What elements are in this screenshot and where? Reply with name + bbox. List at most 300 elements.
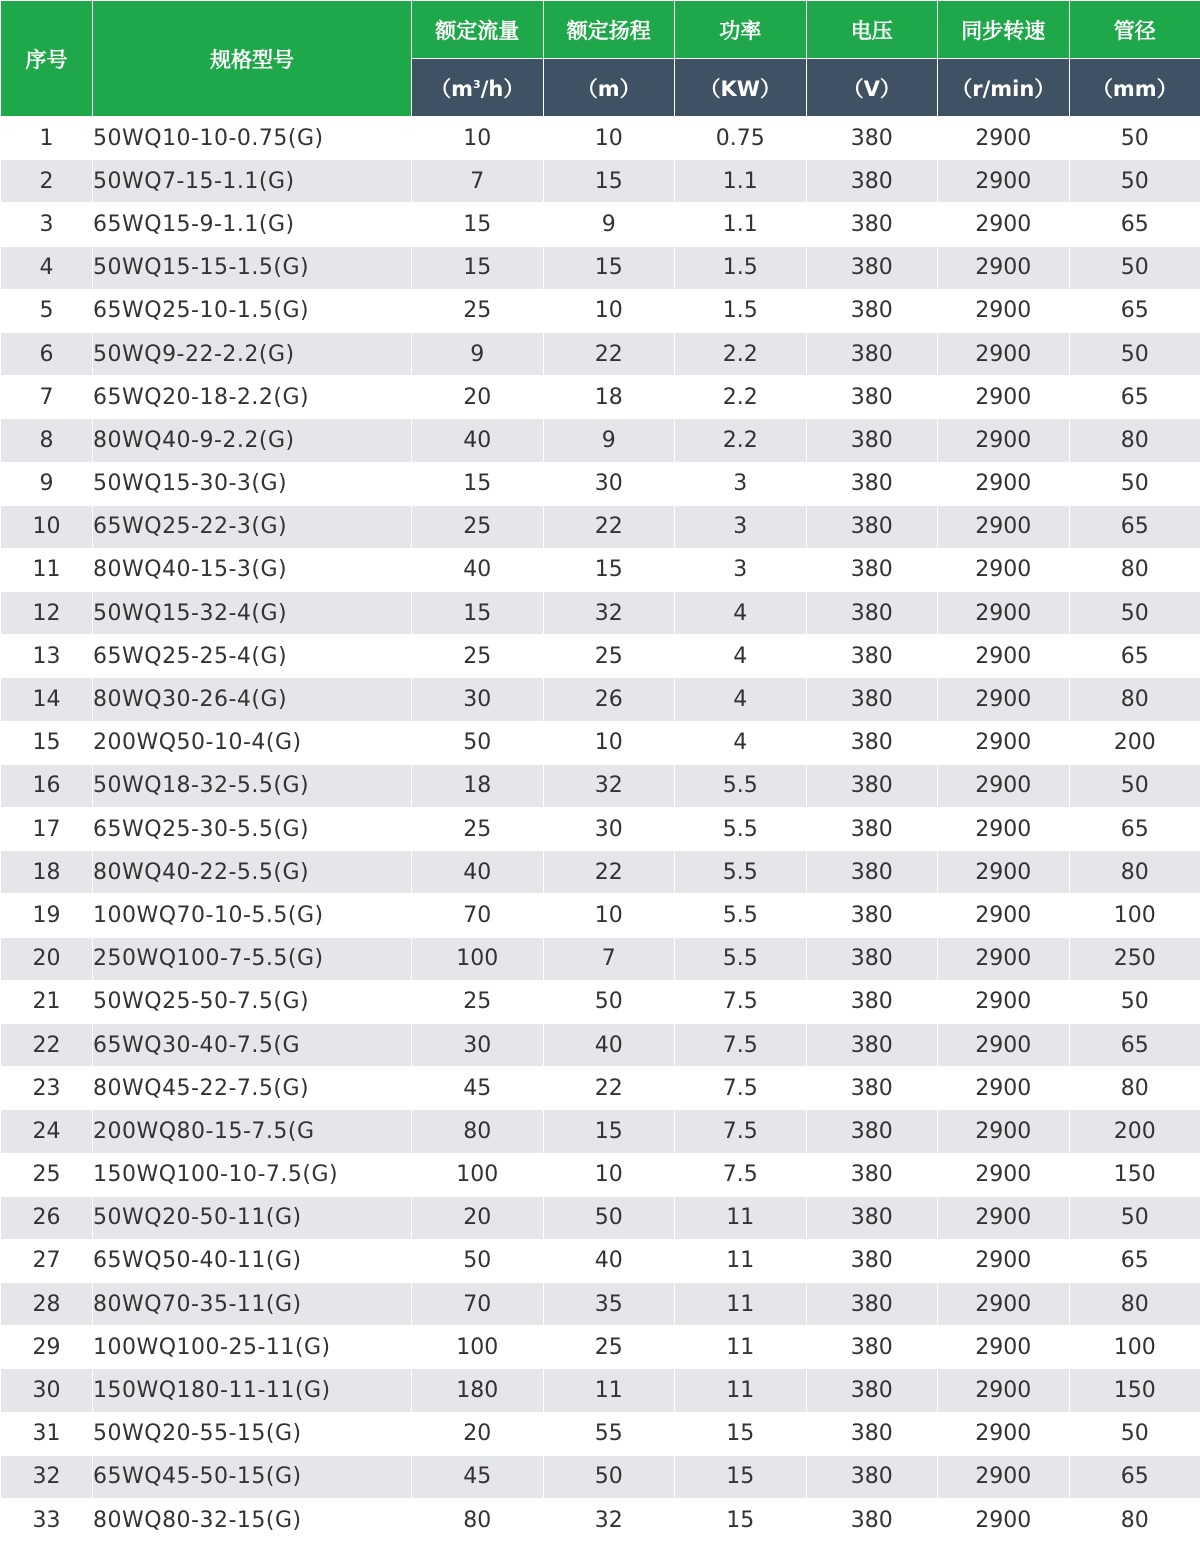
cell-no: 31 [1, 1412, 93, 1455]
cell-model: 80WQ80-32-15(G) [93, 1499, 412, 1542]
cell-power: 1.5 [675, 246, 807, 289]
cell-no: 6 [1, 332, 93, 375]
cell-speed: 2900 [938, 419, 1070, 462]
cell-model: 65WQ50-40-11(G) [93, 1239, 412, 1282]
unit-flow-sup: 3 [473, 77, 481, 91]
cell-speed: 2900 [938, 980, 1070, 1023]
cell-flow: 20 [412, 1412, 544, 1455]
cell-head: 32 [543, 764, 675, 807]
cell-speed: 2900 [938, 1326, 1070, 1369]
cell-model: 50WQ15-30-3(G) [93, 462, 412, 505]
cell-diameter: 50 [1069, 592, 1200, 635]
cell-head: 32 [543, 1499, 675, 1542]
cell-voltage: 380 [806, 505, 938, 548]
cell-power: 5.5 [675, 937, 807, 980]
cell-speed: 2900 [938, 937, 1070, 980]
cell-head: 26 [543, 678, 675, 721]
cell-speed: 2900 [938, 1455, 1070, 1498]
table-row [1, 1239, 1200, 1282]
cell-head: 9 [543, 203, 675, 246]
cell-speed: 2900 [938, 160, 1070, 203]
cell-diameter: 200 [1069, 721, 1200, 764]
cell-speed: 2900 [938, 332, 1070, 375]
cell-voltage: 380 [806, 851, 938, 894]
cell-speed: 2900 [938, 1283, 1070, 1326]
cell-power: 15 [675, 1499, 807, 1542]
cell-head: 25 [543, 1326, 675, 1369]
cell-speed: 2900 [938, 808, 1070, 851]
cell-flow: 50 [412, 721, 544, 764]
table-row [1, 1499, 1200, 1542]
cell-no: 1 [1, 117, 93, 160]
cell-voltage: 380 [806, 635, 938, 678]
cell-speed: 2900 [938, 1067, 1070, 1110]
cell-no: 4 [1, 246, 93, 289]
cell-model: 50WQ15-32-4(G) [93, 592, 412, 635]
cell-head: 25 [543, 635, 675, 678]
cell-flow: 70 [412, 894, 544, 937]
cell-diameter: 80 [1069, 678, 1200, 721]
cell-model: 80WQ45-22-7.5(G) [93, 1067, 412, 1110]
cell-speed: 2900 [938, 1196, 1070, 1239]
cell-head: 9 [543, 419, 675, 462]
cell-diameter: 80 [1069, 548, 1200, 591]
cell-head: 50 [543, 1455, 675, 1498]
header-power: 功率 [675, 1, 807, 59]
cell-model: 150WQ100-10-7.5(G) [93, 1153, 412, 1196]
cell-no: 15 [1, 721, 93, 764]
cell-speed: 2900 [938, 1110, 1070, 1153]
cell-no: 22 [1, 1023, 93, 1066]
cell-head: 18 [543, 376, 675, 419]
cell-no: 8 [1, 419, 93, 462]
cell-diameter: 80 [1069, 851, 1200, 894]
cell-power: 5.5 [675, 808, 807, 851]
cell-model: 200WQ50-10-4(G) [93, 721, 412, 764]
cell-flow: 30 [412, 1023, 544, 1066]
cell-diameter: 50 [1069, 332, 1200, 375]
cell-power: 4 [675, 721, 807, 764]
table-row [1, 721, 1200, 764]
cell-flow: 10 [412, 117, 544, 160]
header-diameter: 管径 [1069, 1, 1200, 59]
cell-head: 22 [543, 851, 675, 894]
cell-diameter: 100 [1069, 894, 1200, 937]
unit-flow-post: /h） [480, 76, 525, 101]
cell-power: 15 [675, 1412, 807, 1455]
cell-diameter: 80 [1069, 1283, 1200, 1326]
cell-flow: 15 [412, 592, 544, 635]
cell-no: 5 [1, 289, 93, 332]
cell-voltage: 380 [806, 117, 938, 160]
cell-power: 1.1 [675, 203, 807, 246]
cell-speed: 2900 [938, 548, 1070, 591]
table-row [1, 117, 1200, 160]
cell-head: 7 [543, 937, 675, 980]
cell-model: 50WQ25-50-7.5(G) [93, 980, 412, 1023]
table-row [1, 1023, 1200, 1066]
cell-model: 150WQ180-11-11(G) [93, 1369, 412, 1412]
cell-flow: 20 [412, 376, 544, 419]
cell-diameter: 200 [1069, 1110, 1200, 1153]
cell-power: 2.2 [675, 332, 807, 375]
cell-no: 27 [1, 1239, 93, 1282]
cell-diameter: 150 [1069, 1369, 1200, 1412]
cell-no: 30 [1, 1369, 93, 1412]
cell-no: 33 [1, 1499, 93, 1542]
cell-diameter: 65 [1069, 376, 1200, 419]
cell-voltage: 380 [806, 721, 938, 764]
cell-speed: 2900 [938, 376, 1070, 419]
cell-flow: 80 [412, 1110, 544, 1153]
cell-head: 50 [543, 980, 675, 1023]
table-row [1, 1455, 1200, 1498]
cell-flow: 30 [412, 678, 544, 721]
cell-no: 13 [1, 635, 93, 678]
cell-speed: 2900 [938, 1239, 1070, 1282]
cell-no: 20 [1, 937, 93, 980]
cell-speed: 2900 [938, 505, 1070, 548]
cell-speed: 2900 [938, 1369, 1070, 1412]
cell-head: 10 [543, 721, 675, 764]
cell-diameter: 80 [1069, 1499, 1200, 1542]
cell-speed: 2900 [938, 203, 1070, 246]
cell-speed: 2900 [938, 894, 1070, 937]
cell-flow: 40 [412, 419, 544, 462]
cell-flow: 18 [412, 764, 544, 807]
cell-no: 14 [1, 678, 93, 721]
cell-head: 22 [543, 1067, 675, 1110]
unit-flow-pre: （m [430, 76, 474, 101]
table-row [1, 1326, 1200, 1369]
cell-diameter: 65 [1069, 1239, 1200, 1282]
cell-model: 100WQ70-10-5.5(G) [93, 894, 412, 937]
cell-no: 9 [1, 462, 93, 505]
table-row [1, 937, 1200, 980]
unit-voltage: （V） [806, 59, 938, 117]
cell-power: 7.5 [675, 1153, 807, 1196]
cell-voltage: 380 [806, 1369, 938, 1412]
cell-model: 200WQ80-15-7.5(G [93, 1110, 412, 1153]
cell-power: 7.5 [675, 1067, 807, 1110]
table-row [1, 764, 1200, 807]
cell-voltage: 380 [806, 678, 938, 721]
cell-model: 50WQ9-22-2.2(G) [93, 332, 412, 375]
cell-flow: 15 [412, 203, 544, 246]
cell-diameter: 50 [1069, 117, 1200, 160]
cell-power: 5.5 [675, 851, 807, 894]
cell-flow: 15 [412, 246, 544, 289]
cell-diameter: 65 [1069, 808, 1200, 851]
cell-model: 65WQ20-18-2.2(G) [93, 376, 412, 419]
cell-voltage: 380 [806, 980, 938, 1023]
cell-speed: 2900 [938, 678, 1070, 721]
cell-flow: 9 [412, 332, 544, 375]
cell-power: 5.5 [675, 894, 807, 937]
cell-voltage: 380 [806, 203, 938, 246]
cell-diameter: 65 [1069, 203, 1200, 246]
cell-voltage: 380 [806, 548, 938, 591]
cell-speed: 2900 [938, 764, 1070, 807]
unit-diameter: （mm） [1069, 59, 1200, 117]
cell-flow: 180 [412, 1369, 544, 1412]
cell-flow: 25 [412, 635, 544, 678]
cell-power: 0.75 [675, 117, 807, 160]
cell-voltage: 380 [806, 1455, 938, 1498]
cell-power: 3 [675, 462, 807, 505]
cell-no: 28 [1, 1283, 93, 1326]
cell-head: 10 [543, 1153, 675, 1196]
cell-voltage: 380 [806, 808, 938, 851]
cell-voltage: 380 [806, 1326, 938, 1369]
cell-head: 40 [543, 1023, 675, 1066]
cell-voltage: 380 [806, 764, 938, 807]
cell-no: 11 [1, 548, 93, 591]
cell-diameter: 80 [1069, 1067, 1200, 1110]
table-row [1, 894, 1200, 937]
cell-speed: 2900 [938, 246, 1070, 289]
cell-flow: 80 [412, 1499, 544, 1542]
cell-model: 50WQ20-50-11(G) [93, 1196, 412, 1239]
cell-model: 80WQ40-22-5.5(G) [93, 851, 412, 894]
cell-head: 30 [543, 808, 675, 851]
cell-no: 23 [1, 1067, 93, 1110]
cell-no: 19 [1, 894, 93, 937]
cell-flow: 40 [412, 851, 544, 894]
cell-head: 10 [543, 117, 675, 160]
table-row [1, 376, 1200, 419]
table-row [1, 1196, 1200, 1239]
cell-no: 10 [1, 505, 93, 548]
unit-flow [412, 59, 544, 117]
cell-head: 22 [543, 505, 675, 548]
cell-head: 15 [543, 160, 675, 203]
table-row [1, 980, 1200, 1023]
cell-diameter: 150 [1069, 1153, 1200, 1196]
cell-no: 24 [1, 1110, 93, 1153]
cell-speed: 2900 [938, 1412, 1070, 1455]
cell-model: 250WQ100-7-5.5(G) [93, 937, 412, 980]
table-row [1, 1369, 1200, 1412]
cell-power: 1.5 [675, 289, 807, 332]
header-head: 额定扬程 [543, 1, 675, 59]
cell-flow: 70 [412, 1283, 544, 1326]
table-row [1, 678, 1200, 721]
table-row [1, 1412, 1200, 1455]
cell-voltage: 380 [806, 419, 938, 462]
table-row [1, 1067, 1200, 1110]
cell-power: 4 [675, 678, 807, 721]
table-body [1, 117, 1200, 1542]
cell-speed: 2900 [938, 721, 1070, 764]
cell-model: 50WQ18-32-5.5(G) [93, 764, 412, 807]
cell-flow: 25 [412, 808, 544, 851]
cell-head: 10 [543, 894, 675, 937]
table-row [1, 332, 1200, 375]
cell-power: 2.2 [675, 419, 807, 462]
cell-power: 4 [675, 635, 807, 678]
cell-model: 80WQ70-35-11(G) [93, 1283, 412, 1326]
cell-speed: 2900 [938, 1023, 1070, 1066]
cell-voltage: 380 [806, 1239, 938, 1282]
cell-voltage: 380 [806, 1153, 938, 1196]
cell-voltage: 380 [806, 1412, 938, 1455]
cell-head: 15 [543, 246, 675, 289]
table-row [1, 419, 1200, 462]
cell-no: 3 [1, 203, 93, 246]
cell-voltage: 380 [806, 246, 938, 289]
cell-head: 15 [543, 548, 675, 591]
cell-flow: 100 [412, 1153, 544, 1196]
cell-head: 32 [543, 592, 675, 635]
cell-diameter: 80 [1069, 419, 1200, 462]
cell-no: 21 [1, 980, 93, 1023]
cell-model: 50WQ10-10-0.75(G) [93, 117, 412, 160]
table-row [1, 808, 1200, 851]
cell-flow: 20 [412, 1196, 544, 1239]
cell-head: 10 [543, 289, 675, 332]
cell-diameter: 65 [1069, 1023, 1200, 1066]
header-flow: 额定流量 [412, 1, 544, 59]
cell-model: 65WQ25-30-5.5(G) [93, 808, 412, 851]
cell-power: 11 [675, 1239, 807, 1282]
cell-head: 35 [543, 1283, 675, 1326]
cell-power: 11 [675, 1196, 807, 1239]
cell-diameter: 65 [1069, 505, 1200, 548]
cell-power: 3 [675, 548, 807, 591]
header-row-labels [1, 1, 1200, 59]
cell-no: 2 [1, 160, 93, 203]
cell-no: 29 [1, 1326, 93, 1369]
header-speed: 同步转速 [938, 1, 1070, 59]
cell-flow: 100 [412, 937, 544, 980]
cell-power: 11 [675, 1326, 807, 1369]
cell-diameter: 65 [1069, 1455, 1200, 1498]
cell-power: 2.2 [675, 376, 807, 419]
cell-head: 40 [543, 1239, 675, 1282]
cell-voltage: 380 [806, 160, 938, 203]
table-row [1, 505, 1200, 548]
cell-head: 15 [543, 1110, 675, 1153]
cell-diameter: 50 [1069, 246, 1200, 289]
cell-no: 16 [1, 764, 93, 807]
cell-no: 7 [1, 376, 93, 419]
cell-flow: 25 [412, 980, 544, 1023]
cell-diameter: 50 [1069, 1196, 1200, 1239]
cell-voltage: 380 [806, 376, 938, 419]
cell-model: 50WQ20-55-15(G) [93, 1412, 412, 1455]
cell-model: 50WQ15-15-1.5(G) [93, 246, 412, 289]
cell-diameter: 50 [1069, 462, 1200, 505]
table-row [1, 462, 1200, 505]
cell-diameter: 50 [1069, 160, 1200, 203]
table-row [1, 246, 1200, 289]
table-row [1, 289, 1200, 332]
cell-voltage: 380 [806, 592, 938, 635]
cell-power: 3 [675, 505, 807, 548]
cell-diameter: 65 [1069, 635, 1200, 678]
cell-power: 4 [675, 592, 807, 635]
cell-flow: 45 [412, 1455, 544, 1498]
cell-flow: 100 [412, 1326, 544, 1369]
cell-power: 5.5 [675, 764, 807, 807]
cell-voltage: 380 [806, 1023, 938, 1066]
cell-flow: 25 [412, 505, 544, 548]
cell-no: 32 [1, 1455, 93, 1498]
cell-no: 17 [1, 808, 93, 851]
cell-voltage: 380 [806, 1067, 938, 1110]
cell-head: 50 [543, 1196, 675, 1239]
table-row [1, 1283, 1200, 1326]
cell-power: 1.1 [675, 160, 807, 203]
cell-voltage: 380 [806, 894, 938, 937]
table-row [1, 160, 1200, 203]
cell-speed: 2900 [938, 635, 1070, 678]
cell-diameter: 250 [1069, 937, 1200, 980]
cell-voltage: 380 [806, 462, 938, 505]
unit-power: （KW） [675, 59, 807, 117]
cell-power: 7.5 [675, 1023, 807, 1066]
cell-model: 50WQ7-15-1.1(G) [93, 160, 412, 203]
cell-voltage: 380 [806, 937, 938, 980]
cell-model: 65WQ25-25-4(G) [93, 635, 412, 678]
cell-power: 15 [675, 1455, 807, 1498]
cell-flow: 7 [412, 160, 544, 203]
cell-power: 11 [675, 1283, 807, 1326]
cell-model: 65WQ15-9-1.1(G) [93, 203, 412, 246]
cell-model: 65WQ25-10-1.5(G) [93, 289, 412, 332]
cell-voltage: 380 [806, 1283, 938, 1326]
cell-flow: 40 [412, 548, 544, 591]
cell-model: 65WQ30-40-7.5(G [93, 1023, 412, 1066]
cell-head: 30 [543, 462, 675, 505]
cell-diameter: 50 [1069, 1412, 1200, 1455]
cell-head: 22 [543, 332, 675, 375]
header-voltage: 电压 [806, 1, 938, 59]
cell-power: 11 [675, 1369, 807, 1412]
cell-voltage: 380 [806, 332, 938, 375]
cell-diameter: 65 [1069, 289, 1200, 332]
cell-no: 12 [1, 592, 93, 635]
cell-speed: 2900 [938, 592, 1070, 635]
cell-no: 25 [1, 1153, 93, 1196]
table-row [1, 548, 1200, 591]
cell-speed: 2900 [938, 289, 1070, 332]
table-row [1, 1110, 1200, 1153]
cell-diameter: 100 [1069, 1326, 1200, 1369]
cell-diameter: 50 [1069, 764, 1200, 807]
table-row [1, 203, 1200, 246]
unit-head: （m） [543, 59, 675, 117]
cell-model: 80WQ40-15-3(G) [93, 548, 412, 591]
cell-flow: 50 [412, 1239, 544, 1282]
cell-no: 18 [1, 851, 93, 894]
cell-speed: 2900 [938, 1153, 1070, 1196]
cell-flow: 25 [412, 289, 544, 332]
cell-flow: 45 [412, 1067, 544, 1110]
table-row [1, 592, 1200, 635]
cell-model: 65WQ25-22-3(G) [93, 505, 412, 548]
table-row [1, 635, 1200, 678]
cell-diameter: 50 [1069, 980, 1200, 1023]
cell-model: 80WQ40-9-2.2(G) [93, 419, 412, 462]
cell-speed: 2900 [938, 1499, 1070, 1542]
cell-model: 65WQ45-50-15(G) [93, 1455, 412, 1498]
cell-head: 55 [543, 1412, 675, 1455]
cell-speed: 2900 [938, 117, 1070, 160]
table-row [1, 851, 1200, 894]
cell-model: 100WQ100-25-11(G) [93, 1326, 412, 1369]
